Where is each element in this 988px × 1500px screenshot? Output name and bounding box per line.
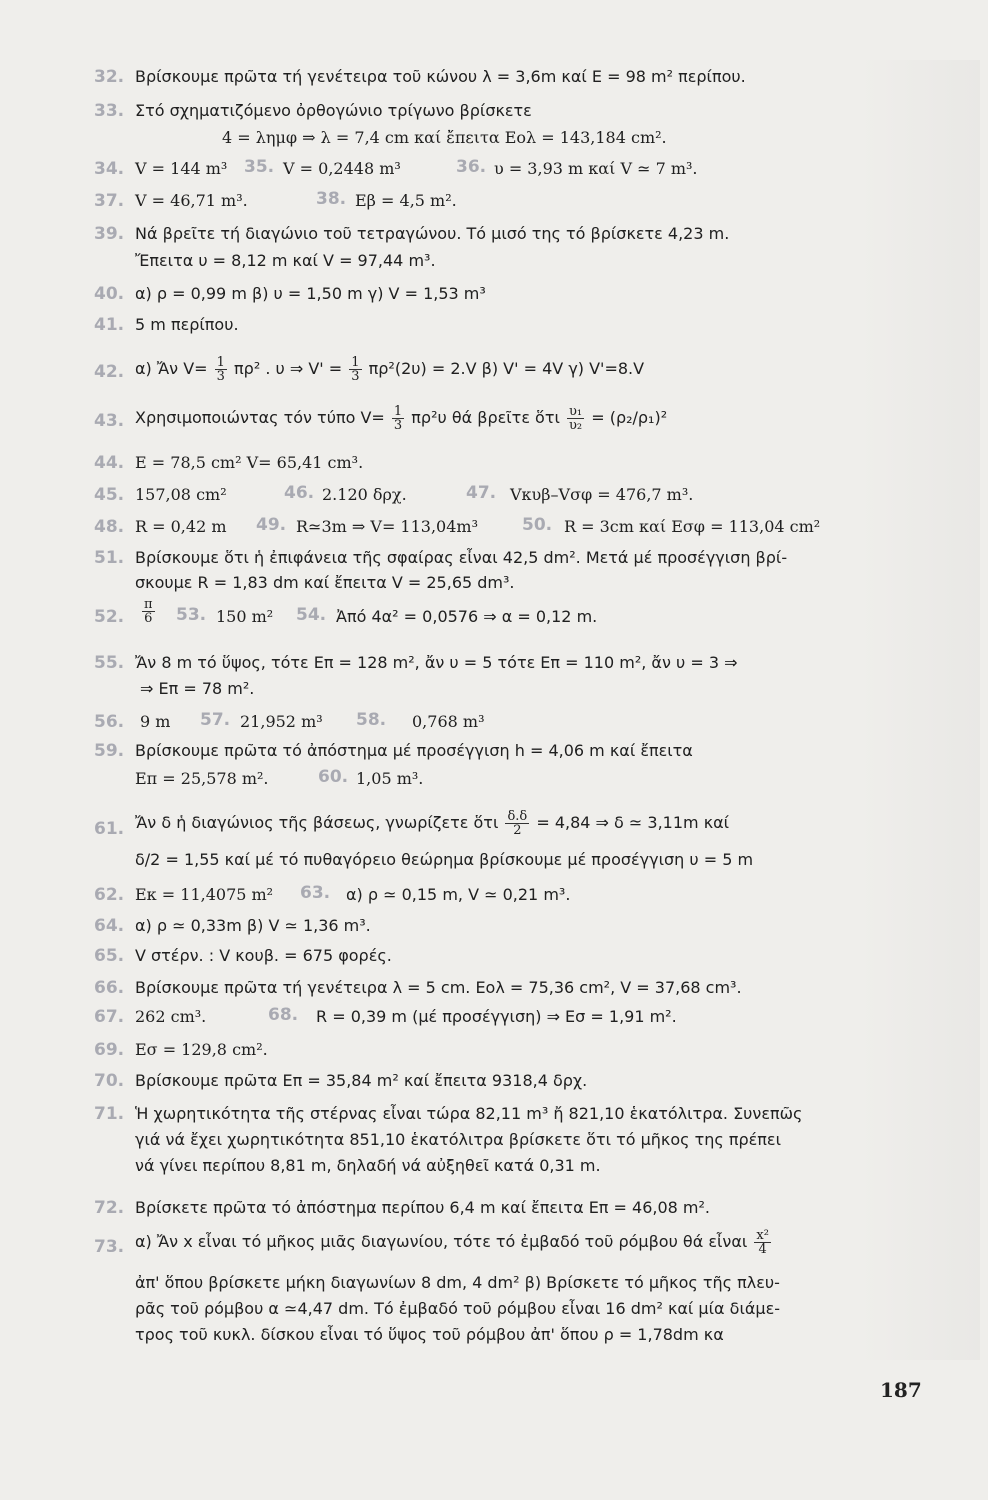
exercise-number: 54. bbox=[296, 605, 327, 625]
page-number: 187 bbox=[880, 1378, 922, 1402]
bleed-through-shadow bbox=[860, 60, 980, 1360]
answer-line: ⇒ Επ = 78 m². bbox=[140, 679, 255, 698]
fraction bbox=[754, 1229, 771, 1256]
exercise-number: 60. bbox=[318, 767, 349, 787]
exercise-number: 51. bbox=[94, 548, 125, 568]
answer-text: α) ρ ≃ 0,15 m, V ≃ 0,21 m³. bbox=[346, 885, 571, 904]
exercise-number: 46. bbox=[284, 483, 315, 503]
answer-text: πρ²υ θά βρεῖτε ὅτι bbox=[411, 408, 560, 427]
answer-line: Νά βρεῖτε τή διαγώνιο τοῦ τετραγώνου. Τό μισό της τό βρίσκετε 4,23 m. bbox=[135, 224, 730, 243]
exercise-number: 55. bbox=[94, 653, 125, 673]
exercise-number: 67. bbox=[94, 1007, 125, 1027]
exercise-number: 39. bbox=[94, 224, 125, 244]
answer-line bbox=[135, 798, 729, 848]
answer-line: Ἔπειτα υ = 8,12 m καί V = 97,44 m³. bbox=[135, 251, 436, 270]
answer-text: 150 m² bbox=[216, 607, 274, 626]
exercise-number: 49. bbox=[256, 515, 287, 535]
answer-text: 262 cm³. bbox=[135, 1007, 207, 1026]
exercise-number: 38. bbox=[316, 189, 347, 209]
exercise-number: 48. bbox=[94, 517, 125, 537]
numerator: 1 bbox=[216, 355, 225, 370]
answer-text: V = 144 m³ bbox=[135, 159, 228, 178]
exercise-number: 65. bbox=[94, 946, 125, 966]
answer-text: 1,05 m³. bbox=[356, 769, 424, 788]
answer-text: Εβ = 4,5 m². bbox=[355, 191, 457, 210]
answer-text: 2.120 δρχ. bbox=[322, 485, 407, 504]
denominator: υ₂ bbox=[568, 418, 583, 433]
answer-text: V = 46,71 m³. bbox=[135, 191, 248, 210]
answer-text: Vκυβ–Vσφ = 476,7 m³. bbox=[510, 485, 694, 504]
answer-line: δ/2 = 1,55 καί μέ τό πυθαγόρειο θεώρημα βρίσκουμε μέ προσέγγιση υ = 5 m bbox=[135, 850, 754, 869]
answer-line: Ἡ χωρητικότητα τῆς στέρνας εἶναι τώρα 82,11 m³ ἤ 821,10 ἑκατόλιτρα. Συνεπῶς bbox=[135, 1104, 803, 1123]
exercise-number: 41. bbox=[94, 315, 125, 335]
answer-text: Ἄν δ ἡ διαγώνιος τῆς βάσεως, γνωρίζετε ὅτι bbox=[135, 813, 499, 832]
fraction bbox=[215, 356, 227, 383]
answer-line bbox=[135, 393, 667, 443]
denominator: 4 bbox=[758, 1242, 767, 1257]
exercise-number: 56. bbox=[94, 712, 125, 732]
exercise-number: 64. bbox=[94, 916, 125, 936]
answer-text: R = 0,39 m (μέ προσέγγιση) ⇒ Εσ = 1,91 m². bbox=[316, 1007, 677, 1026]
fraction bbox=[142, 598, 155, 625]
answer-text: V = 0,2448 m³ bbox=[283, 159, 401, 178]
exercise-number: 35. bbox=[244, 157, 275, 177]
answer-line: 5 m περίπου. bbox=[135, 315, 239, 334]
answer-text: R≃3m ⇒ V= 113,04m³ bbox=[296, 517, 478, 536]
exercise-number: 58. bbox=[356, 710, 387, 730]
answer-line: σκουμε R = 1,83 dm καί ἔπειτα V = 25,65 dm³. bbox=[135, 573, 515, 592]
denominator: 3 bbox=[393, 418, 403, 433]
answer-text: Εκ = 11,4075 m² bbox=[135, 885, 274, 904]
exercise-number: 52. bbox=[94, 607, 125, 627]
answer-text: 0,768 m³ bbox=[412, 712, 485, 731]
answer-line: Στό σχηματιζόμενο ὀρθογώνιο τρίγωνο βρίσκετε bbox=[135, 101, 532, 120]
exercise-number: 45. bbox=[94, 485, 125, 505]
numerator: π bbox=[144, 597, 153, 612]
answer-line: τρος τοῦ κυκλ. δίσκου εἶναι τό ὕψος τοῦ ρόμβου ἀπ' ὅπου ρ = 1,78dm κα bbox=[135, 1325, 724, 1344]
exercise-number: 72. bbox=[94, 1198, 125, 1218]
denominator: 3 bbox=[216, 369, 225, 384]
answer-line: Ἄν 8 m τό ὕψος, τότε Επ = 128 m², ἄν υ = 5 τότε Επ = 110 m², ἄν υ = 3 ⇒ bbox=[135, 653, 738, 672]
numerator: 1 bbox=[351, 355, 360, 370]
numerator: δ.δ bbox=[507, 809, 528, 824]
answer-line: Βρίσκουμε πρῶτα Επ = 35,84 m² καί ἔπειτα 9318,4 δρχ. bbox=[135, 1071, 588, 1090]
exercise-number: 71. bbox=[94, 1104, 125, 1124]
exercise-number: 34. bbox=[94, 159, 125, 179]
exercise-number: 61. bbox=[94, 819, 125, 839]
exercise-number: 37. bbox=[94, 191, 125, 211]
answer-text: R = 3cm καί Εσφ = 113,04 cm² bbox=[564, 517, 821, 536]
fraction bbox=[567, 405, 584, 432]
answer-line: Βρίσκουμε πρῶτα τή γενέτειρα λ = 5 cm. Εολ = 75,36 cm², V = 37,68 cm³. bbox=[135, 978, 742, 997]
exercise-number: 47. bbox=[466, 483, 497, 503]
answer-line: γιά νά ἔχει χωρητικότητα 851,10 ἑκατόλιτρα βρίσκετε ὅτι τό μῆκος της πρέπει bbox=[135, 1130, 781, 1149]
fraction bbox=[349, 356, 361, 383]
numerator: x² bbox=[756, 1228, 769, 1243]
exercise-number: 43. bbox=[94, 411, 125, 431]
answer-text: 157,08 cm² bbox=[135, 485, 227, 504]
exercise-number: 70. bbox=[94, 1071, 125, 1091]
exercise-number: 59. bbox=[94, 741, 125, 761]
answer-line bbox=[135, 344, 644, 394]
exercise-number: 73. bbox=[94, 1237, 125, 1257]
answer-text: πρ² . υ ⇒ V' = bbox=[234, 359, 343, 378]
answer-text: α) Ἄν x εἶναι τό μῆκος μιᾶς διαγωνίου, τότε τό ἐμβαδό τοῦ ρόμβου θά εἶναι bbox=[135, 1232, 748, 1251]
answer-line: 4 = λημφ ⇒ λ = 7,4 cm καί ἔπειτα Εολ = 143,184 cm². bbox=[222, 128, 667, 147]
answer-line: Εσ = 129,8 cm². bbox=[135, 1040, 268, 1059]
answer-line: Βρίσκουμε ὅτι ἡ ἐπιφάνεια τῆς σφαίρας εἶναι 42,5 dm². Μετά μέ προσέγγιση βρί- bbox=[135, 548, 788, 567]
exercise-number: 57. bbox=[200, 710, 231, 730]
answer-line: V στέρν. : V κουβ. = 675 φορές. bbox=[135, 946, 392, 965]
denominator: 2 bbox=[513, 823, 522, 838]
exercise-number: 66. bbox=[94, 978, 125, 998]
exercise-number: 42. bbox=[94, 362, 125, 382]
answer-line: α) ρ = 0,99 m β) υ = 1,50 m γ) V = 1,53 m³ bbox=[135, 284, 486, 303]
numerator: υ₁ bbox=[568, 404, 583, 419]
answer-text: πρ²(2υ) = 2.V β) V' = 4V γ) V'=8.V bbox=[368, 359, 645, 378]
answer-text: Ἀπό 4α² = 0,0576 ⇒ α = 0,12 m. bbox=[336, 607, 598, 626]
answer-text: R = 0,42 m bbox=[135, 517, 227, 536]
exercise-number: 40. bbox=[94, 284, 125, 304]
exercise-number: 36. bbox=[456, 157, 487, 177]
answer-text: = 4,84 ⇒ δ ≃ 3,11m καί bbox=[536, 813, 730, 832]
exercise-number: 63. bbox=[300, 883, 331, 903]
exercise-number: 32. bbox=[94, 67, 125, 87]
fraction bbox=[392, 405, 404, 432]
denominator: 6 bbox=[144, 611, 153, 626]
denominator: 3 bbox=[351, 369, 360, 384]
answer-line: ρᾶς τοῦ ρόμβου α ≃4,47 dm. Τό ἐμβαδό τοῦ ρόμβου εἶναι 16 dm² καί μία διάμε- bbox=[135, 1299, 780, 1318]
answer-line: νά γίνει περίπου 8,81 m, δηλαδή νά αὐξηθεῖ κατά 0,31 m. bbox=[135, 1156, 601, 1175]
answer-text: υ = 3,93 m καί V ≃ 7 m³. bbox=[494, 159, 698, 178]
answer-line: ἀπ' ὅπου βρίσκετε μήκη διαγωνίων 8 dm, 4 dm² β) Βρίσκετε τό μῆκος τῆς πλευ- bbox=[135, 1273, 780, 1292]
exercise-number: 69. bbox=[94, 1040, 125, 1060]
answer-text: 9 m bbox=[140, 712, 171, 731]
answer-line: Βρίσκετε πρῶτα τό ἀπόστημα περίπου 6,4 m καί ἔπειτα Επ = 46,08 m². bbox=[135, 1198, 710, 1217]
answer-text: Επ = 25,578 m². bbox=[135, 769, 269, 788]
exercise-number: 44. bbox=[94, 453, 125, 473]
answer-text: = (ρ₂/ρ₁)² bbox=[591, 408, 668, 427]
answer-text: Χρησιμοποιώντας τόν τύπο V= bbox=[135, 408, 385, 427]
fraction bbox=[505, 810, 529, 837]
answer-line: α) ρ ≃ 0,33m β) V ≃ 1,36 m³. bbox=[135, 916, 371, 935]
exercise-number: 62. bbox=[94, 885, 125, 905]
exercise-number: 68. bbox=[268, 1005, 299, 1025]
answer-line bbox=[135, 1217, 773, 1267]
exercise-number: 50. bbox=[522, 515, 553, 535]
answer-line: Βρίσκουμε πρῶτα τό ἀπόστημα μέ προσέγγιση h = 4,06 m καί ἔπειτα bbox=[135, 741, 693, 760]
answer-text: α) Ἄν V= bbox=[135, 359, 208, 378]
exercise-number: 33. bbox=[94, 101, 125, 121]
answer-line: Βρίσκουμε πρῶτα τή γενέτειρα τοῦ κώνου λ = 3,6m καί Ε = 98 m² περίπου. bbox=[135, 67, 746, 86]
exercise-number: 53. bbox=[176, 605, 207, 625]
answer-text: 21,952 m³ bbox=[240, 712, 323, 731]
numerator: 1 bbox=[393, 404, 403, 419]
answer-text: Ε = 78,5 cm² V= 65,41 cm³. bbox=[135, 453, 364, 472]
